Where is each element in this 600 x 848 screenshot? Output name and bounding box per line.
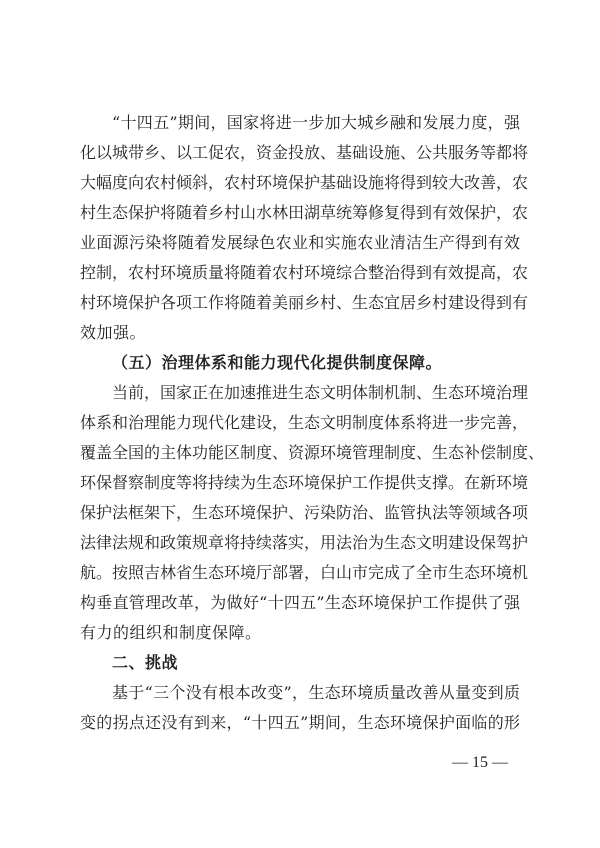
- document-body: [80, 108, 545, 738]
- text-line: 环保督察制度等将持续为生态环境保护工作提供支撑。在新环境: [80, 473, 529, 492]
- paragraph-rural-development: [80, 108, 529, 348]
- text-line: 构垂直管理改革，为做好“十四五”生态环境保护工作提供了强: [80, 593, 520, 612]
- text-line: 变的拐点还没有到来，“十四五”期间，生态环境保护面临的形: [80, 713, 520, 732]
- text-line: 基于“三个没有根本改变”，生态环境质量改善从量变到质: [112, 683, 520, 702]
- text-line: 村生态保护将随着乡村山水林田湖草统筹修复得到有效保护，农: [80, 203, 529, 222]
- text-line: 覆盖全国的主体功能区制度、资源环境管理制度、生态补偿制度、: [80, 443, 545, 462]
- section-heading: 二、挑战: [112, 653, 179, 672]
- text-line: 体系和治理能力现代化建设，生态文明制度体系将进一步完善，: [80, 413, 529, 432]
- paragraph-challenges: [80, 678, 520, 738]
- text-line: 保护法框架下，生态环境保护、污染防治、监管执法等领域各项: [80, 503, 529, 522]
- text-line: “十四五”期间，国家将进一步加大城乡融和发展力度，强: [112, 113, 520, 132]
- page-number: — 15 —: [452, 754, 508, 771]
- text-line: 效加强。: [80, 323, 147, 342]
- subsection-heading: （五）治理体系和能力现代化提供制度保障。: [112, 353, 443, 372]
- text-line: 法律法规和政策规章将持续落实，用法治为生态文明建设保驾护: [80, 533, 529, 552]
- text-line: 当前，国家正在加速推进生态文明体制机制、生态环境治理: [112, 383, 529, 402]
- text-line: 化以城带乡、以工促农，资金投放、基础设施、公共服务等都将: [80, 143, 529, 162]
- text-line: 航。按照吉林省生态环境厅部署，白山市完成了全市生态环境机: [80, 563, 529, 582]
- paragraph-governance: [80, 378, 545, 648]
- text-line: 村环境保护各项工作将随着美丽乡村、生态宜居乡村建设得到有: [80, 293, 529, 312]
- text-line: 大幅度向农村倾斜，农村环境保护基础设施将得到较大改善，农: [80, 173, 529, 192]
- text-line: 有力的组织和制度保障。: [80, 623, 262, 642]
- text-line: 控制，农村环境质量将随着农村环境综合整治得到有效提高，农: [80, 263, 529, 282]
- text-line: 业面源污染将随着发展绿色农业和实施农业清洁生产得到有效: [80, 233, 520, 252]
